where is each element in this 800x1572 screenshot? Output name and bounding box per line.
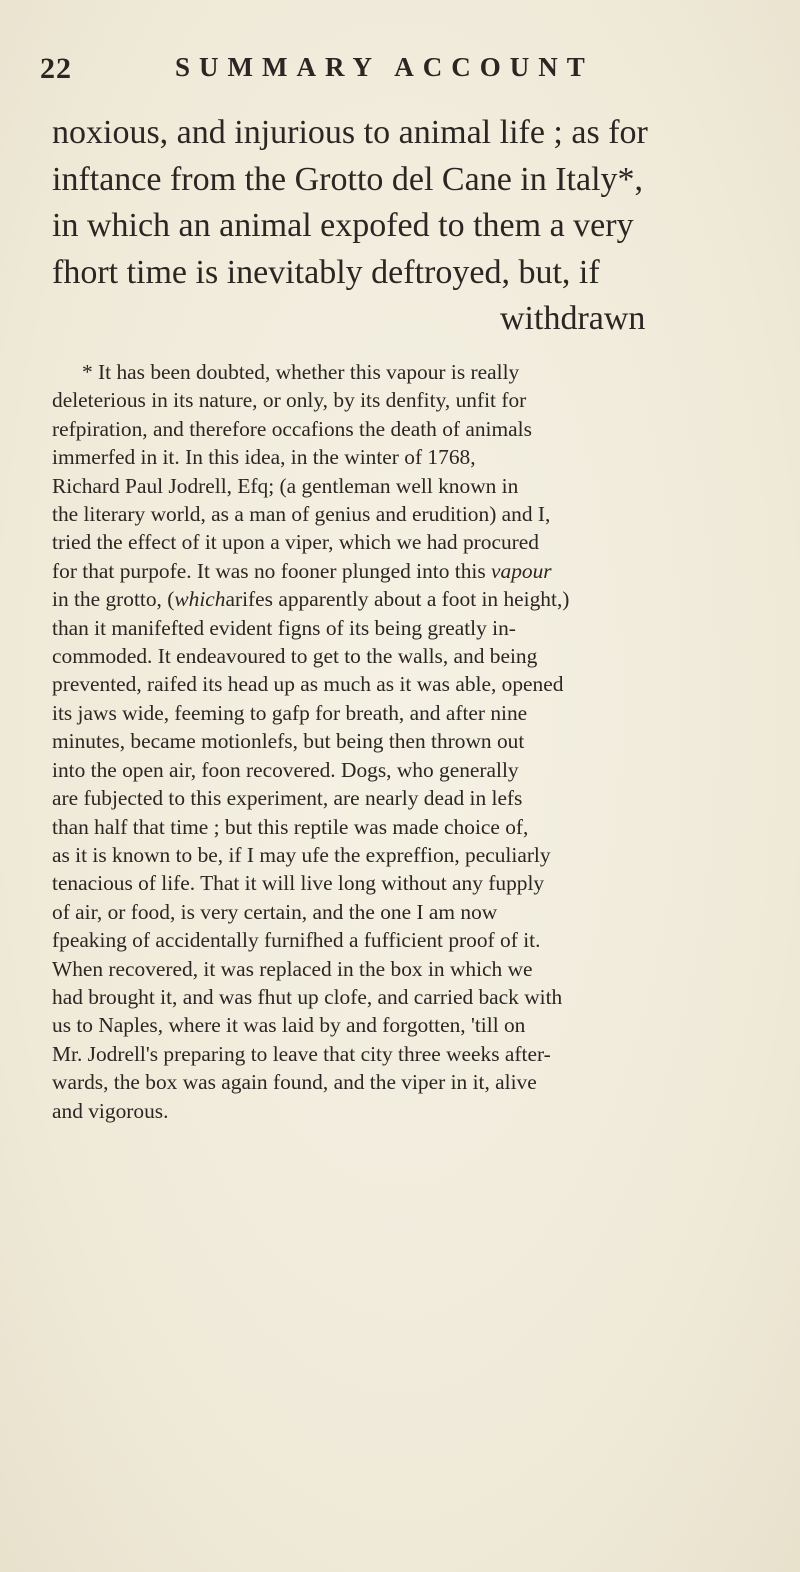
footnote-line: us to Naples, where it was laid by and forgotten, 'till on	[52, 1013, 526, 1038]
footnote-line: * It has been doubted, whether this vapour is really	[82, 360, 520, 384]
footnote-italic-word: which	[174, 587, 226, 612]
footnote-line: tenacious of life. That it will live long without any fupply	[52, 871, 545, 896]
footnote-line: refpiration, and therefore occafions the death of animals	[52, 416, 532, 441]
body-line: in which an animal expofed to them a very	[52, 207, 634, 244]
running-head	[40, 52, 760, 92]
footnote-line: commoded. It endeavoured to get to the walls, and being	[52, 644, 538, 669]
body-line: noxious, and injurious to animal life ; as for	[52, 114, 648, 151]
catchword: withdrawn	[500, 300, 646, 337]
footnote-italic-word: vapour	[491, 558, 552, 583]
footnote-line: than half that time ; but this reptile was made choice of,	[52, 814, 529, 839]
footnote-line: prevented, raifed its head up as much as it was able, opened	[52, 672, 564, 697]
footnote-line: minutes, became motionlefs, but being then thrown out	[52, 729, 525, 754]
body-line: inftance from the Grotto del Cane in Italy*,	[52, 160, 644, 198]
footnote-line	[52, 557, 778, 585]
footnote-line: the literary world, as a man of genius and erudition) and I,	[52, 502, 551, 527]
footnote-line: Richard Paul Jodrell, Efq; (a gentleman well known in	[52, 473, 519, 498]
footnote-line: When recovered, it was replaced in the box in which we	[52, 956, 533, 981]
page-number: 22	[40, 52, 72, 85]
footnote-text: in the grotto, (	[52, 587, 175, 612]
footnote-line: of air, or food, is very certain, and the one I am now	[52, 899, 498, 924]
footnote-line: its jaws wide, feeming to gafp for breath, and after nine	[52, 700, 528, 725]
running-head-title: SUMMARY ACCOUNT	[175, 52, 594, 82]
footnote-line: immerfed in it. In this idea, in the winter of 1768,	[52, 445, 476, 470]
footnote-line: and vigorous.	[52, 1098, 169, 1123]
footnote-line: as it is known to be, if I may ufe the expreffion, peculiarly	[52, 842, 551, 867]
footnote-line: are fubjected to this experiment, are nearly dead in lefs	[52, 786, 523, 811]
footnote-text: for that purpofe. It was no fooner plunged into this	[52, 558, 492, 583]
footnote-line: wards, the box was again found, and the viper in it, alive	[52, 1070, 537, 1095]
footnote-line: than it manifefted evident figns of its being greatly in-	[52, 615, 516, 640]
footnote-line: tried the effect of it upon a viper, which we had procured	[52, 530, 539, 555]
main-text	[52, 110, 752, 343]
footnote-text: arifes apparently about a foot in height,)	[225, 587, 570, 612]
body-line: fhort time is inevitably deftroyed, but, if	[52, 253, 600, 291]
footnote-line: fpeaking of accidentally furnifhed a fufficient proof of it.	[52, 928, 541, 953]
footnote-line	[52, 585, 778, 613]
footnote-line: into the open air, foon recovered. Dogs, who generally	[52, 757, 519, 782]
footnote-line: deleterious in its nature, or only, by its denfity, unfit for	[52, 388, 527, 413]
footnote	[52, 358, 778, 1125]
footnote-line: had brought it, and was fhut up clofe, and carried back with	[52, 984, 563, 1009]
footnote-line: Mr. Jodrell's preparing to leave that city three weeks after-	[52, 1041, 551, 1066]
